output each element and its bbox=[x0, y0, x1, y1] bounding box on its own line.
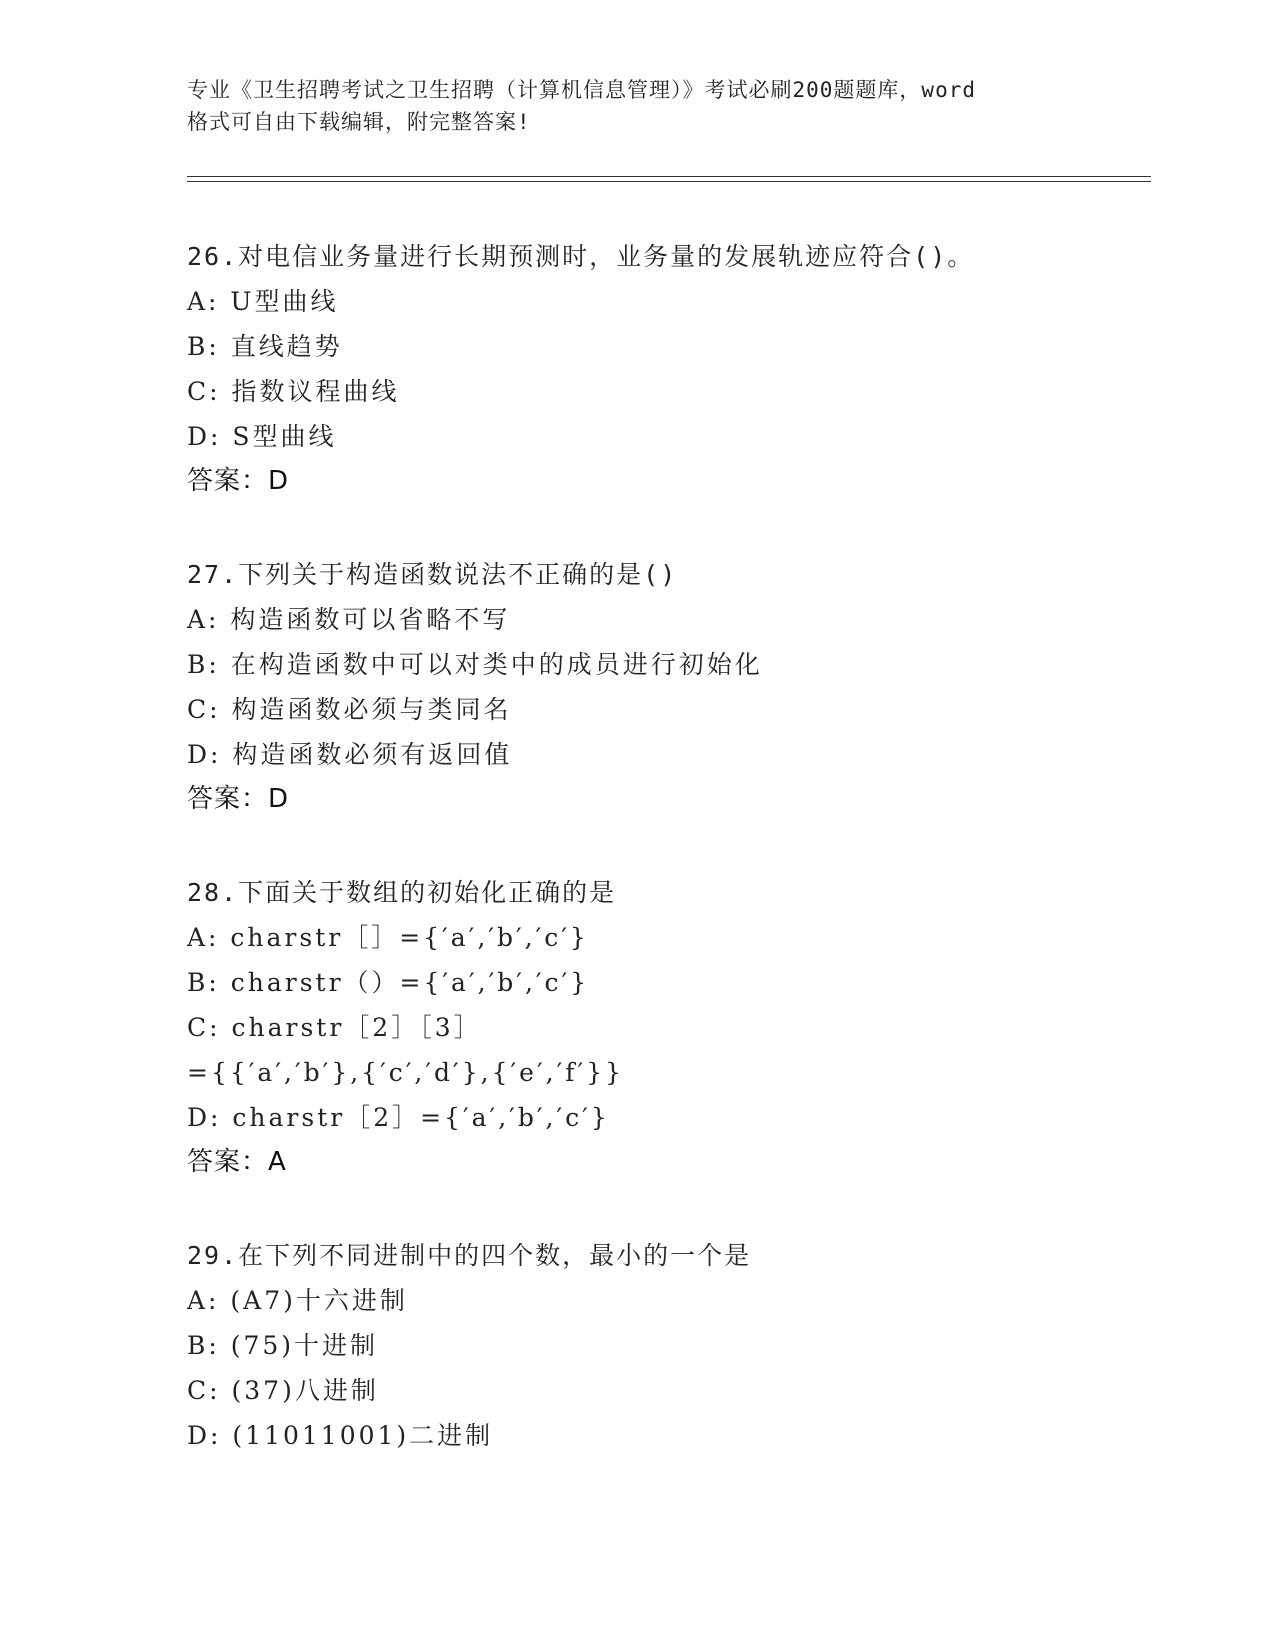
question-28 bbox=[187, 870, 1147, 1185]
question-stem: 29.在下列不同进制中的四个数，最小的一个是 bbox=[187, 1241, 752, 1270]
question-27 bbox=[187, 552, 1147, 822]
question-stem: 26.对电信业务量进行长期预测时，业务量的发展轨迹应符合()。 bbox=[187, 242, 975, 271]
option-a: A: charstr［］={′a′,′b′,′c′} bbox=[187, 923, 589, 952]
question-stem: 27.下列关于构造函数说法不正确的是() bbox=[187, 560, 678, 589]
option-a: A: U型曲线 bbox=[187, 287, 339, 316]
option-b: B: 在构造函数中可以对类中的成员进行初始化 bbox=[187, 650, 763, 679]
option-a: A: (A7)十六进制 bbox=[187, 1286, 408, 1315]
header-line-1: 专业《卫生招聘考试之卫生招聘（计算机信息管理）》考试必刷200题题库，word bbox=[187, 78, 976, 102]
header-divider-top bbox=[187, 176, 1151, 177]
question-stem: 28.下面关于数组的初始化正确的是 bbox=[187, 878, 617, 907]
option-d: D: charstr［2］={′a′,′b′,′c′} bbox=[187, 1103, 610, 1132]
option-c-continued: ={{′a′,′b′},{′c′,′d′},{′e′,′f′}} bbox=[187, 1058, 625, 1087]
option-c: C: 构造函数必须与类同名 bbox=[187, 695, 512, 724]
question-26 bbox=[187, 234, 1147, 504]
header-line-2: 格式可自由下载编辑，附完整答案! bbox=[187, 110, 531, 134]
option-a: A: 构造函数可以省略不写 bbox=[187, 605, 511, 634]
document-header bbox=[187, 74, 1087, 138]
option-d: D: (11011001)二进制 bbox=[187, 1421, 494, 1450]
answer-label: 答案：D bbox=[187, 466, 290, 496]
answer-label: 答案：A bbox=[187, 1147, 287, 1177]
answer-label: 答案：D bbox=[187, 784, 290, 814]
option-c: C: (37)八进制 bbox=[187, 1376, 379, 1405]
option-d: D: S型曲线 bbox=[187, 422, 337, 451]
option-c: C: 指数议程曲线 bbox=[187, 377, 400, 406]
question-29 bbox=[187, 1233, 1147, 1458]
header-divider-bottom bbox=[187, 181, 1151, 182]
option-b: B: (75)十进制 bbox=[187, 1331, 379, 1360]
option-b: B: 直线趋势 bbox=[187, 332, 343, 361]
option-b: B: charstr（）={′a′,′b′,′c′} bbox=[187, 968, 590, 997]
option-c: C: charstr［2］［3］ bbox=[187, 1013, 482, 1042]
option-d: D: 构造函数必须有返回值 bbox=[187, 740, 513, 769]
